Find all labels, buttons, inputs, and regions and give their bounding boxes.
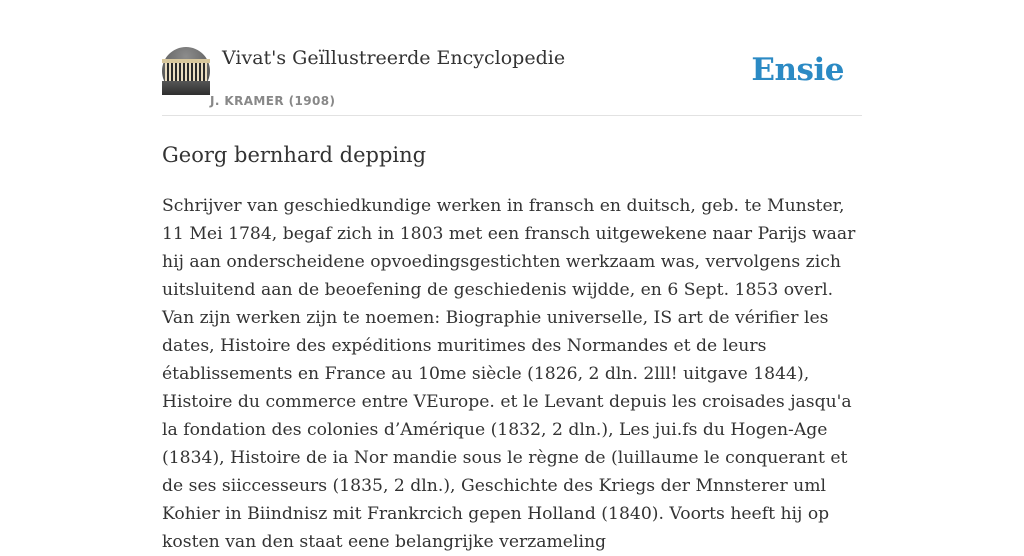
shelf-books <box>165 63 207 81</box>
shelf-bottom <box>162 81 210 95</box>
entry-body: Schrijver van geschiedkundige werken in fransch en duitsch, geb. te Munster, 11 Mei 1784, begaf zich in 1803 met een fransch uitgewekene naar Parijs waar hij aan onderscheidene opvoedingsgestichten werkzaam was, vervolgens zich uitsluitend aan de beoefening de geschiedenis wijdde, en 6 Sept. 1853 overl. Van zijn werken zijn te noemen: Biographie universelle, IS art de vérifier les dates, Histoire des expéditions muritimes des Normandes et de leurs établissements en France au 10me siècle (1826, 2 dln. 2lll! uitgave 1844), Histoire du commerce entre VEurope. et le Levant depuis les croisades jasqu'a la fondation des colonies d’Amérique (1832, 2 dln.), Les jui.fs du Hogen-Age (1834), Histoire de ia Nor mandie sous le règne de (luillaume le conquerant et de ses siiccesseurs (1835, 2 dln.), Geschichte des Kriegs der Mnnsterer uml Kohier in Biindnisz mit Frankrcich gepen Holland (1840). Voorts heeft hij op kosten van den staat eene belangrijke verzameling <box>162 196 856 552</box>
author-label: J. KRAMER (1908) <box>210 94 336 108</box>
header-divider <box>162 115 862 116</box>
bookshelf-avatar-icon[interactable] <box>162 47 210 95</box>
ensie-logo[interactable]: Ensie <box>751 52 844 88</box>
header <box>162 46 862 116</box>
entry-title: Georg bernhard depping <box>162 143 427 167</box>
book-title[interactable]: Vivat's Geïllustreerde Encyclopedie <box>222 47 566 69</box>
